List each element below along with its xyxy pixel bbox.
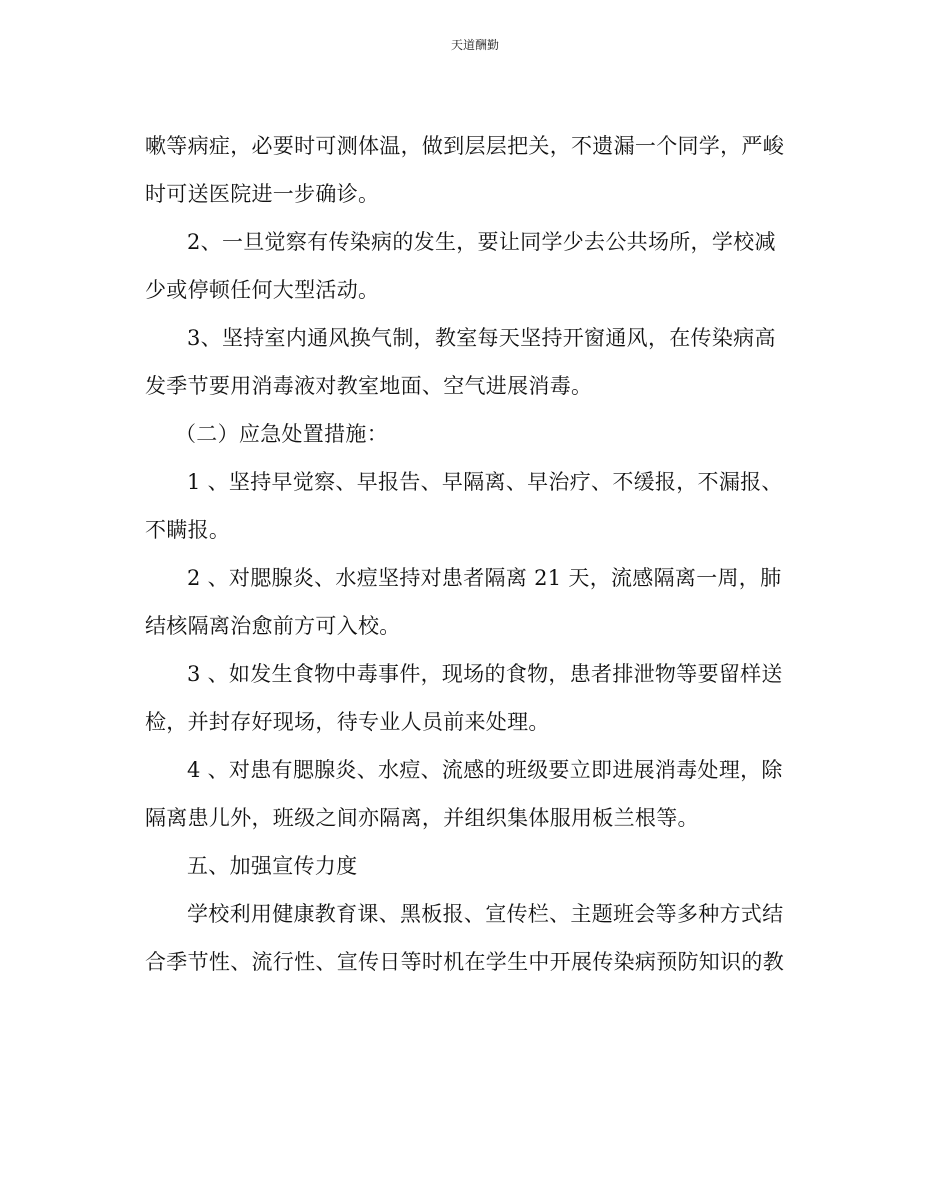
- subsection-heading: [145, 410, 805, 458]
- text-line: 4 、对患有腮腺炎、水痘、流感的班级要立即进展消毒处理，除: [187, 758, 783, 782]
- text-line: 3 、如发生食物中毒事件，现场的食物，患者排泄物等要留样送: [187, 662, 783, 686]
- document-body: [145, 122, 805, 986]
- text-line: 2、一旦觉察有传染病的发生，要让同学少去公共场所，学校减: [187, 230, 776, 254]
- paragraph-response-item-3: [145, 650, 805, 746]
- paragraph-response-item-2: [145, 554, 805, 650]
- text-line: 合季节性、流行性、宣传日等时机在学生中开展传染病预防知识的教: [145, 950, 784, 974]
- text-line: 学校利用健康教育课、黑板报、宣传栏、主题班会等多种方式结: [187, 902, 784, 926]
- text-line: 少或停顿任何大型活动。: [145, 278, 380, 302]
- text-line: 隔离患儿外，班级之间亦隔离，并组织集体服用板兰根等。: [145, 806, 699, 830]
- text-line: 发季节要用消毒液对教室地面、空气进展消毒。: [145, 374, 593, 398]
- text-line: 2 、对腮腺炎、水痘坚持对患者隔离 21 天，流感隔离一周，肺: [187, 566, 782, 590]
- paragraph-continuation: [145, 122, 805, 218]
- text-line: 3、坚持室内通风换气制，教室每天坚持开窗通风，在传染病高: [187, 326, 776, 350]
- text-line: 结核隔离治愈前方可入校。: [145, 614, 401, 638]
- heading-line: （二）应急处置措施：: [175, 422, 388, 446]
- paragraph-publicity: [145, 890, 805, 986]
- page-header: 天道酬勤: [450, 38, 499, 52]
- paragraph-response-item-4: [145, 746, 805, 842]
- paragraph-prevention-item-3: [145, 314, 805, 410]
- paragraph-prevention-item-2: [145, 218, 805, 314]
- text-line: 嗽等病症，必要时可测体温，做到层层把关，不遗漏一个同学，严峻: [145, 134, 784, 158]
- paragraph-response-item-1: [145, 458, 805, 554]
- section-heading: [145, 842, 805, 890]
- text-line: 时可送医院进一步确诊。: [145, 182, 380, 206]
- text-line: 1 、坚持早觉察、早报告、早隔离、早治疗、不缓报，不漏报、: [187, 470, 783, 494]
- heading-line: 五、加强宣传力度: [187, 854, 358, 878]
- text-line: 检，并封存好现场，待专业人员前来处理。: [145, 710, 550, 734]
- text-line: 不瞒报。: [145, 518, 231, 542]
